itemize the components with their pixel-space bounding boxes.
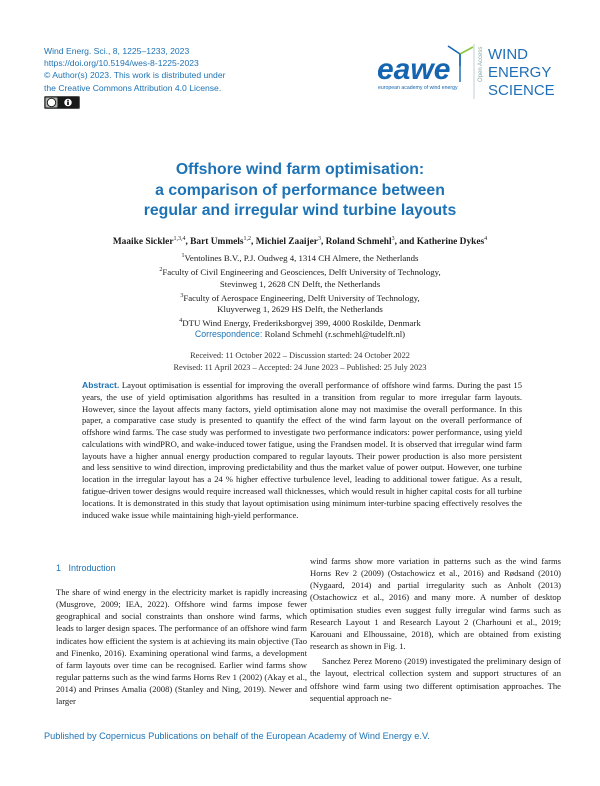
wind-turbine-icon <box>448 46 473 82</box>
author-name: Maaike Sickler <box>112 237 174 248</box>
intro-paragraph: Sanchez Perez Moreno (2019) investigated the preliminary design of the layout, electrical collection system and support structures of an offshore wind farm using two different optimisation approaches. The sequential approach ne- <box>310 656 561 703</box>
author-affiliation: 1,2 <box>243 236 252 242</box>
dates-received: Received: 11 October 2022 – Discussion started: 24 October 2022 <box>190 351 410 360</box>
affiliation-text: Kluyverweg 1, 2629 HS Delft, the Netherlands <box>217 304 383 315</box>
affiliation-line <box>40 265 560 279</box>
open-access-label: Open Access <box>478 46 484 82</box>
journal-name-science: SCIENCE <box>488 82 555 99</box>
affiliation-line <box>40 291 560 305</box>
author-affiliation: 3 <box>317 236 321 242</box>
publisher-footer: Published by Copernicus Publications on behalf of the European Academy of Wind Energy e.V. <box>44 731 430 741</box>
affiliation-text: Stevinweg 1, 2628 CN Delft, the Netherlands <box>219 278 381 289</box>
title-line: Offshore wind farm optimisation: <box>175 161 425 178</box>
authors-conjunction: and <box>399 237 415 248</box>
correspondence-text[interactable]: Roland Schmehl (r.schmehl@tudelft.nl) <box>264 329 406 339</box>
section-title: Introduction <box>68 563 116 573</box>
section-heading-introduction <box>56 563 116 573</box>
affiliation-text: Ventolines B.V., P.J. Oudweg 4, 1314 CH Almere, the Netherlands <box>184 252 419 263</box>
intro-right-column <box>310 555 561 704</box>
section-number: 1 <box>56 563 62 573</box>
affiliation-line <box>40 279 560 291</box>
affiliation-number: 3 <box>180 292 184 299</box>
journal-name-energy: ENERGY <box>488 64 552 81</box>
affiliation-text: DTU Wind Energy, Frederiksborgvej 399, 4000 Roskilde, Denmark <box>182 318 421 329</box>
intro-left-column <box>56 586 307 708</box>
author-list: Maaike Sickler$^{1,3,4}$, Bart Ummels$^{1,2}$, Michiel Zaaijer$^3$, Roland Schmehl$^3$, and Katherine Dykes$^4$ <box>112 236 488 248</box>
intro-paragraph: wind farms show more variation in patterns such as the wind farms Horns Rev 2 (2009) (Ostachowicz et al., 2016) and Rødsand (2010) (Nygaard, 2014) and partial irregularity such as Anholt (2013) (Ostachowicz et al., 2016) and many more. A number of desktop optimisation studies even suggest fully irregular wind farms such as Research Layout 1 and Research Layout 2 (Charhouni et al., 2019; Karouani and Elhoussaine, 2018), which are obtained from existing research as shown in Fig. 1. <box>310 556 561 652</box>
affiliation-number: 4 <box>179 318 183 325</box>
dates-revised: Revised: 11 April 2023 – Accepted: 24 June 2023 – Published: 25 July 2023 <box>173 363 427 372</box>
affiliations <box>40 251 560 330</box>
journal-name-wind: WIND <box>488 46 528 63</box>
author-name: Katherine Dykes <box>416 237 485 248</box>
correspondence-label: Correspondence: <box>194 329 263 339</box>
title-line: a comparison of performance between <box>155 181 445 199</box>
affiliation-number: 2 <box>159 266 163 273</box>
cc-by-license-icon[interactable] <box>44 96 80 109</box>
author-name: Bart Ummels <box>190 237 244 248</box>
author-affiliation: 3 <box>391 236 395 242</box>
affiliation-line <box>40 251 560 265</box>
author-name: Michiel Zaaijer <box>255 237 318 248</box>
license-link[interactable]: the Creative Commons Attribution 4.0 License. <box>44 82 222 93</box>
affiliation-text: Faculty of Aerospace Engineering, Delft University of Technology, <box>183 292 420 303</box>
title-line: regular and irregular wind turbine layouts <box>143 202 457 219</box>
paper-title <box>40 160 560 222</box>
affiliation-text: Faculty of Civil Engineering and Geosciences, Delft University of Technology, <box>162 266 441 277</box>
eawe-wes-logo <box>378 42 564 104</box>
affiliation-number: 1 <box>181 253 185 259</box>
journal-header <box>44 45 324 94</box>
publication-dates <box>40 350 560 374</box>
author-affiliation: 4 <box>484 236 488 242</box>
affiliation-line <box>40 304 560 316</box>
correspondence <box>40 329 560 339</box>
doi-link[interactable]: https://doi.org/10.5194/wes-8-1225-2023 <box>44 58 199 69</box>
logo-wordmark: eawe <box>378 53 451 86</box>
author-affiliation: 1,3,4 <box>173 236 186 242</box>
logo-subtitle: european academy of wind energy <box>378 85 458 91</box>
abstract-text: Layout optimisation is essential for improving the overall performance of offshore wind farms. During the past 15 years, the use of yield optimisation algorithms has resulted in a transition from regular to more irregular farm layouts. However, since the layout affects many factors, yield optimisation alone may not maximise the overall performance. In this paper, a comparative case study is presented to quantify the effect of the wind farm layout on the overall performance of offshore wind farms. The case study was performed to investigate two performance indicators: power performance, using yield calculations with windPRO, and wake-induced tower fatigue, using the Frandsen model. It is observed that irregular wind farm layouts have a higher annual energy production compared to regular layouts. Their power production is also more persistent and less sensitive to wind direction, improving predictability and thus the market value of power output. However, one turbine location in the irregular layout has a 24 % higher effective turbulence level, leading to additional tower fatigue. As a result, fatigue-driven tower designs would require increased wall thicknesses, which would result in higher capital costs for all turbine locations. It is demonstrated in this study that layout optimisation using minimum inter-turbine spacing effectively resolves the induced wake issue while maintaining high-yield performance. <box>82 380 523 520</box>
author-name: Roland Schmehl <box>325 237 392 248</box>
abstract-label: Abstract. <box>82 380 120 390</box>
abstract <box>82 380 522 521</box>
intro-paragraph: The share of wind energy in the electricity market is rapidly increasing (Musgrove, 2009; IEA, 2022). Offshore wind farms impose fewer geographical and social constraints than onshore wind farms, which leads to larger design spaces. The performance of an offshore wind farm indicates how efficient the system is at achieving its main objective (Tao and Finenko, 2016). Examining operational wind farms, a development of farm layouts over time can be recognised. Earlier wind farms show regular patterns such as the wind farms Horns Rev 1 (2002) (Akay et al., 2014) and Prinses Amalia (2008) (Stanley and Ning, 2019). Newer and larger <box>56 587 307 707</box>
copyright-line: © Author(s) 2023. This work is distributed under <box>44 70 226 81</box>
journal-citation: Wind Energ. Sci., 8, 1225–1233, 2023 <box>44 46 190 56</box>
